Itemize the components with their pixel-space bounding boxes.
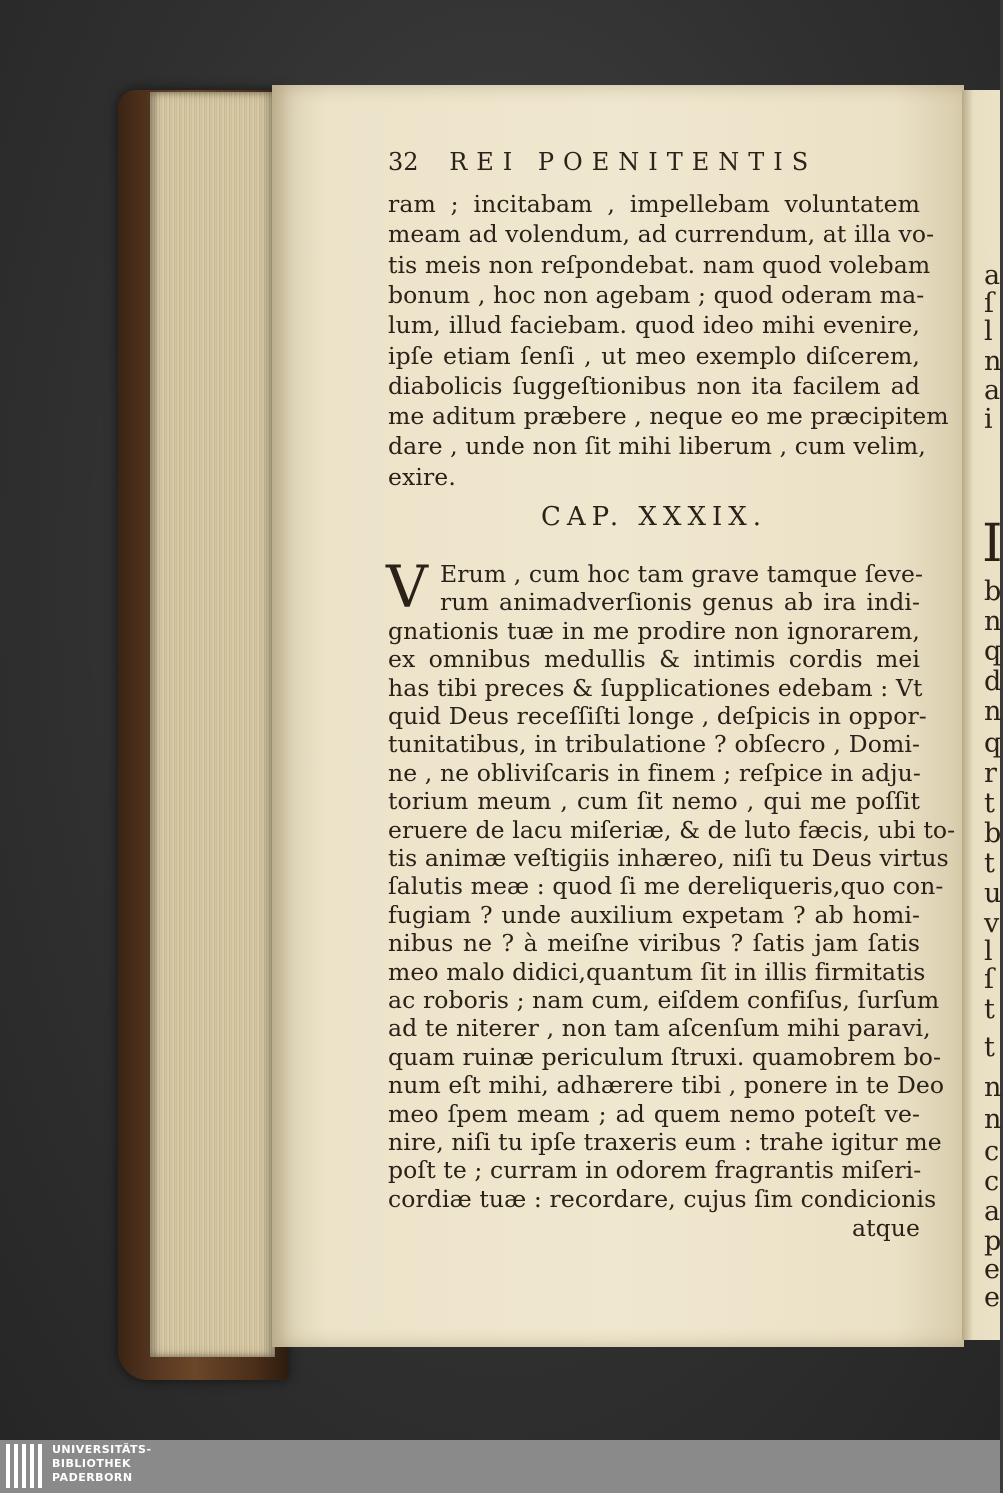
chapter-heading: CAP. XXXIX.: [541, 502, 767, 532]
drop-cap: V: [386, 553, 428, 621]
facing-page-fragment: n: [984, 1104, 1002, 1135]
running-head: [388, 148, 858, 180]
text-line: quam ruinæ periculum ſtruxi. quamobrem bo-: [388, 1042, 942, 1071]
text-line: gnationis tuæ in me prodire non ignorarem,: [388, 616, 920, 645]
page-number: 32: [388, 148, 419, 176]
facing-page-fragment: t: [984, 848, 995, 879]
facing-page-fragment: q: [984, 636, 1002, 667]
facing-page-fragment: b: [984, 576, 1002, 607]
footer-bar: [0, 1440, 1000, 1493]
facing-page-fragment: u: [984, 878, 1002, 909]
text-line: meo malo didici,quantum ſit in illis firmitatis: [388, 957, 926, 986]
facing-page-fragment: d: [984, 666, 1002, 697]
library-name: [52, 1443, 152, 1485]
library-logo-icon: [6, 1444, 46, 1488]
facing-page-fragment: a: [984, 1196, 1001, 1227]
facing-page-fragment: q: [984, 728, 1002, 759]
facing-page-fragment: a: [984, 375, 1001, 406]
text-line: meo ſpem meam ; ad quem nemo poteſt ve-: [388, 1099, 920, 1128]
facing-page-fragment: e: [984, 1282, 1000, 1313]
facing-page-fragment: p: [984, 1226, 1002, 1257]
facing-page-fragment: n: [984, 606, 1002, 637]
facing-page: [962, 90, 1003, 1340]
library-name-line2: BIBLIOTHEK: [52, 1457, 132, 1470]
text-line: fugiam ? unde auxilium expetam ? ab homi-: [388, 900, 920, 929]
text-line: ram ; incitabam , impellebam voluntatem: [388, 190, 920, 218]
text-line: tis animæ veſtigiis inhæreo, niſi tu Deus virtus: [388, 844, 949, 872]
text-line: ne , ne obliviſcaris in finem ; reſpice in adju-: [388, 758, 921, 787]
catchword: atque: [851, 1214, 920, 1242]
text-line: rum animadverſionis genus ab ira indi-: [440, 588, 920, 617]
text-line: ipſe etiam ſenſi , ut meo exemplo diſcerem,: [388, 341, 920, 370]
facing-page-fragment: n: [984, 346, 1002, 377]
text-line: ex omnibus medullis & intimis cordis mei: [388, 645, 920, 674]
text-line: tunitatibus, in tribulatione ? obſecro , Domi-: [388, 730, 920, 759]
text-line: quid Deus receſſiſti longe , deſpicis in oppor-: [388, 702, 927, 730]
text-line: ac roboris ; nam cum, eiſdem confiſus, ſurſum: [388, 986, 940, 1014]
text-line: ad te niterer , non tam aſcenſum mihi paravi,: [388, 1014, 931, 1043]
facing-page-fragment: ſ: [984, 288, 994, 319]
text-line: dare , unde non ſit mihi liberum , cum velim,: [388, 432, 926, 461]
running-title: REI POENITENTIS: [449, 148, 818, 176]
text-line: me aditum præbere , neque eo me præcipitem: [388, 402, 949, 431]
text-line: nire, niſi tu ipſe traxeris eum : trahe igitur me: [388, 1128, 942, 1156]
text-line: tis meis non reſpondebat. nam quod volebam: [388, 250, 931, 279]
facing-page-fragment: t: [984, 1032, 995, 1063]
facing-page-fragment: l: [984, 936, 993, 967]
facing-page-fragment: ſ: [984, 964, 994, 995]
text-line: poſt te ; curram in odorem fragrantis miſeri-: [388, 1156, 922, 1185]
text-line: num eſt mihi, adhærere tibi , ponere in te Deo: [388, 1071, 945, 1100]
facing-page-fragment: b: [984, 818, 1002, 849]
text-line: bonum , hoc non agebam ; quod oderam ma-: [388, 280, 925, 309]
text-line: lum, illud faciebam. quod ideo mihi evenire,: [388, 311, 920, 340]
text-line: ſalutis meæ : quod ſi me dereliqueris,quo con-: [388, 872, 944, 901]
text-line: nibus ne ? à meiſne viribus ? ſatis jam ſatis: [388, 929, 920, 958]
facing-page-fragment: l: [984, 316, 993, 347]
facing-page-fragment: n: [984, 696, 1002, 727]
facing-page-fragment: I: [982, 514, 1003, 574]
text-line: eruere de lacu miſeriæ, & de luto fæcis, ubi to-: [388, 815, 956, 844]
library-name-line1: UNIVERSITÄTS-: [52, 1443, 152, 1456]
text-line: exire.: [388, 462, 456, 491]
facing-page-fragment: c: [984, 1166, 1000, 1197]
facing-page-fragment: r: [984, 758, 997, 789]
facing-page-fragment: i: [984, 404, 993, 435]
book-page-edges: [150, 92, 275, 1357]
facing-page-fragment: t: [984, 994, 995, 1025]
facing-page-fragment: a: [984, 260, 1001, 291]
facing-page-fragment: c: [984, 1136, 1000, 1167]
text-line: Erum , cum hoc tam grave tamque ſeve-: [440, 560, 924, 588]
library-name-line3: PADERBORN: [52, 1471, 133, 1484]
text-line: cordiæ tuæ : recordare, cujus ſim condicionis: [388, 1184, 937, 1213]
text-line: torium meum , cum ſit nemo , qui me poſſit: [388, 787, 920, 816]
facing-page-fragment: n: [984, 1072, 1002, 1103]
facing-page-fragment: t: [984, 788, 995, 819]
text-line: meam ad volendum, ad currendum, at illa vo-: [388, 220, 935, 249]
text-line: has tibi preces & ſupplicationes edebam : Vt: [388, 673, 923, 702]
facing-page-fragment: e: [984, 1254, 1000, 1285]
facing-page-fragment: v: [984, 908, 1000, 939]
text-line: diabolicis ſuggeſtionibus non ita facilem ad: [388, 371, 920, 400]
